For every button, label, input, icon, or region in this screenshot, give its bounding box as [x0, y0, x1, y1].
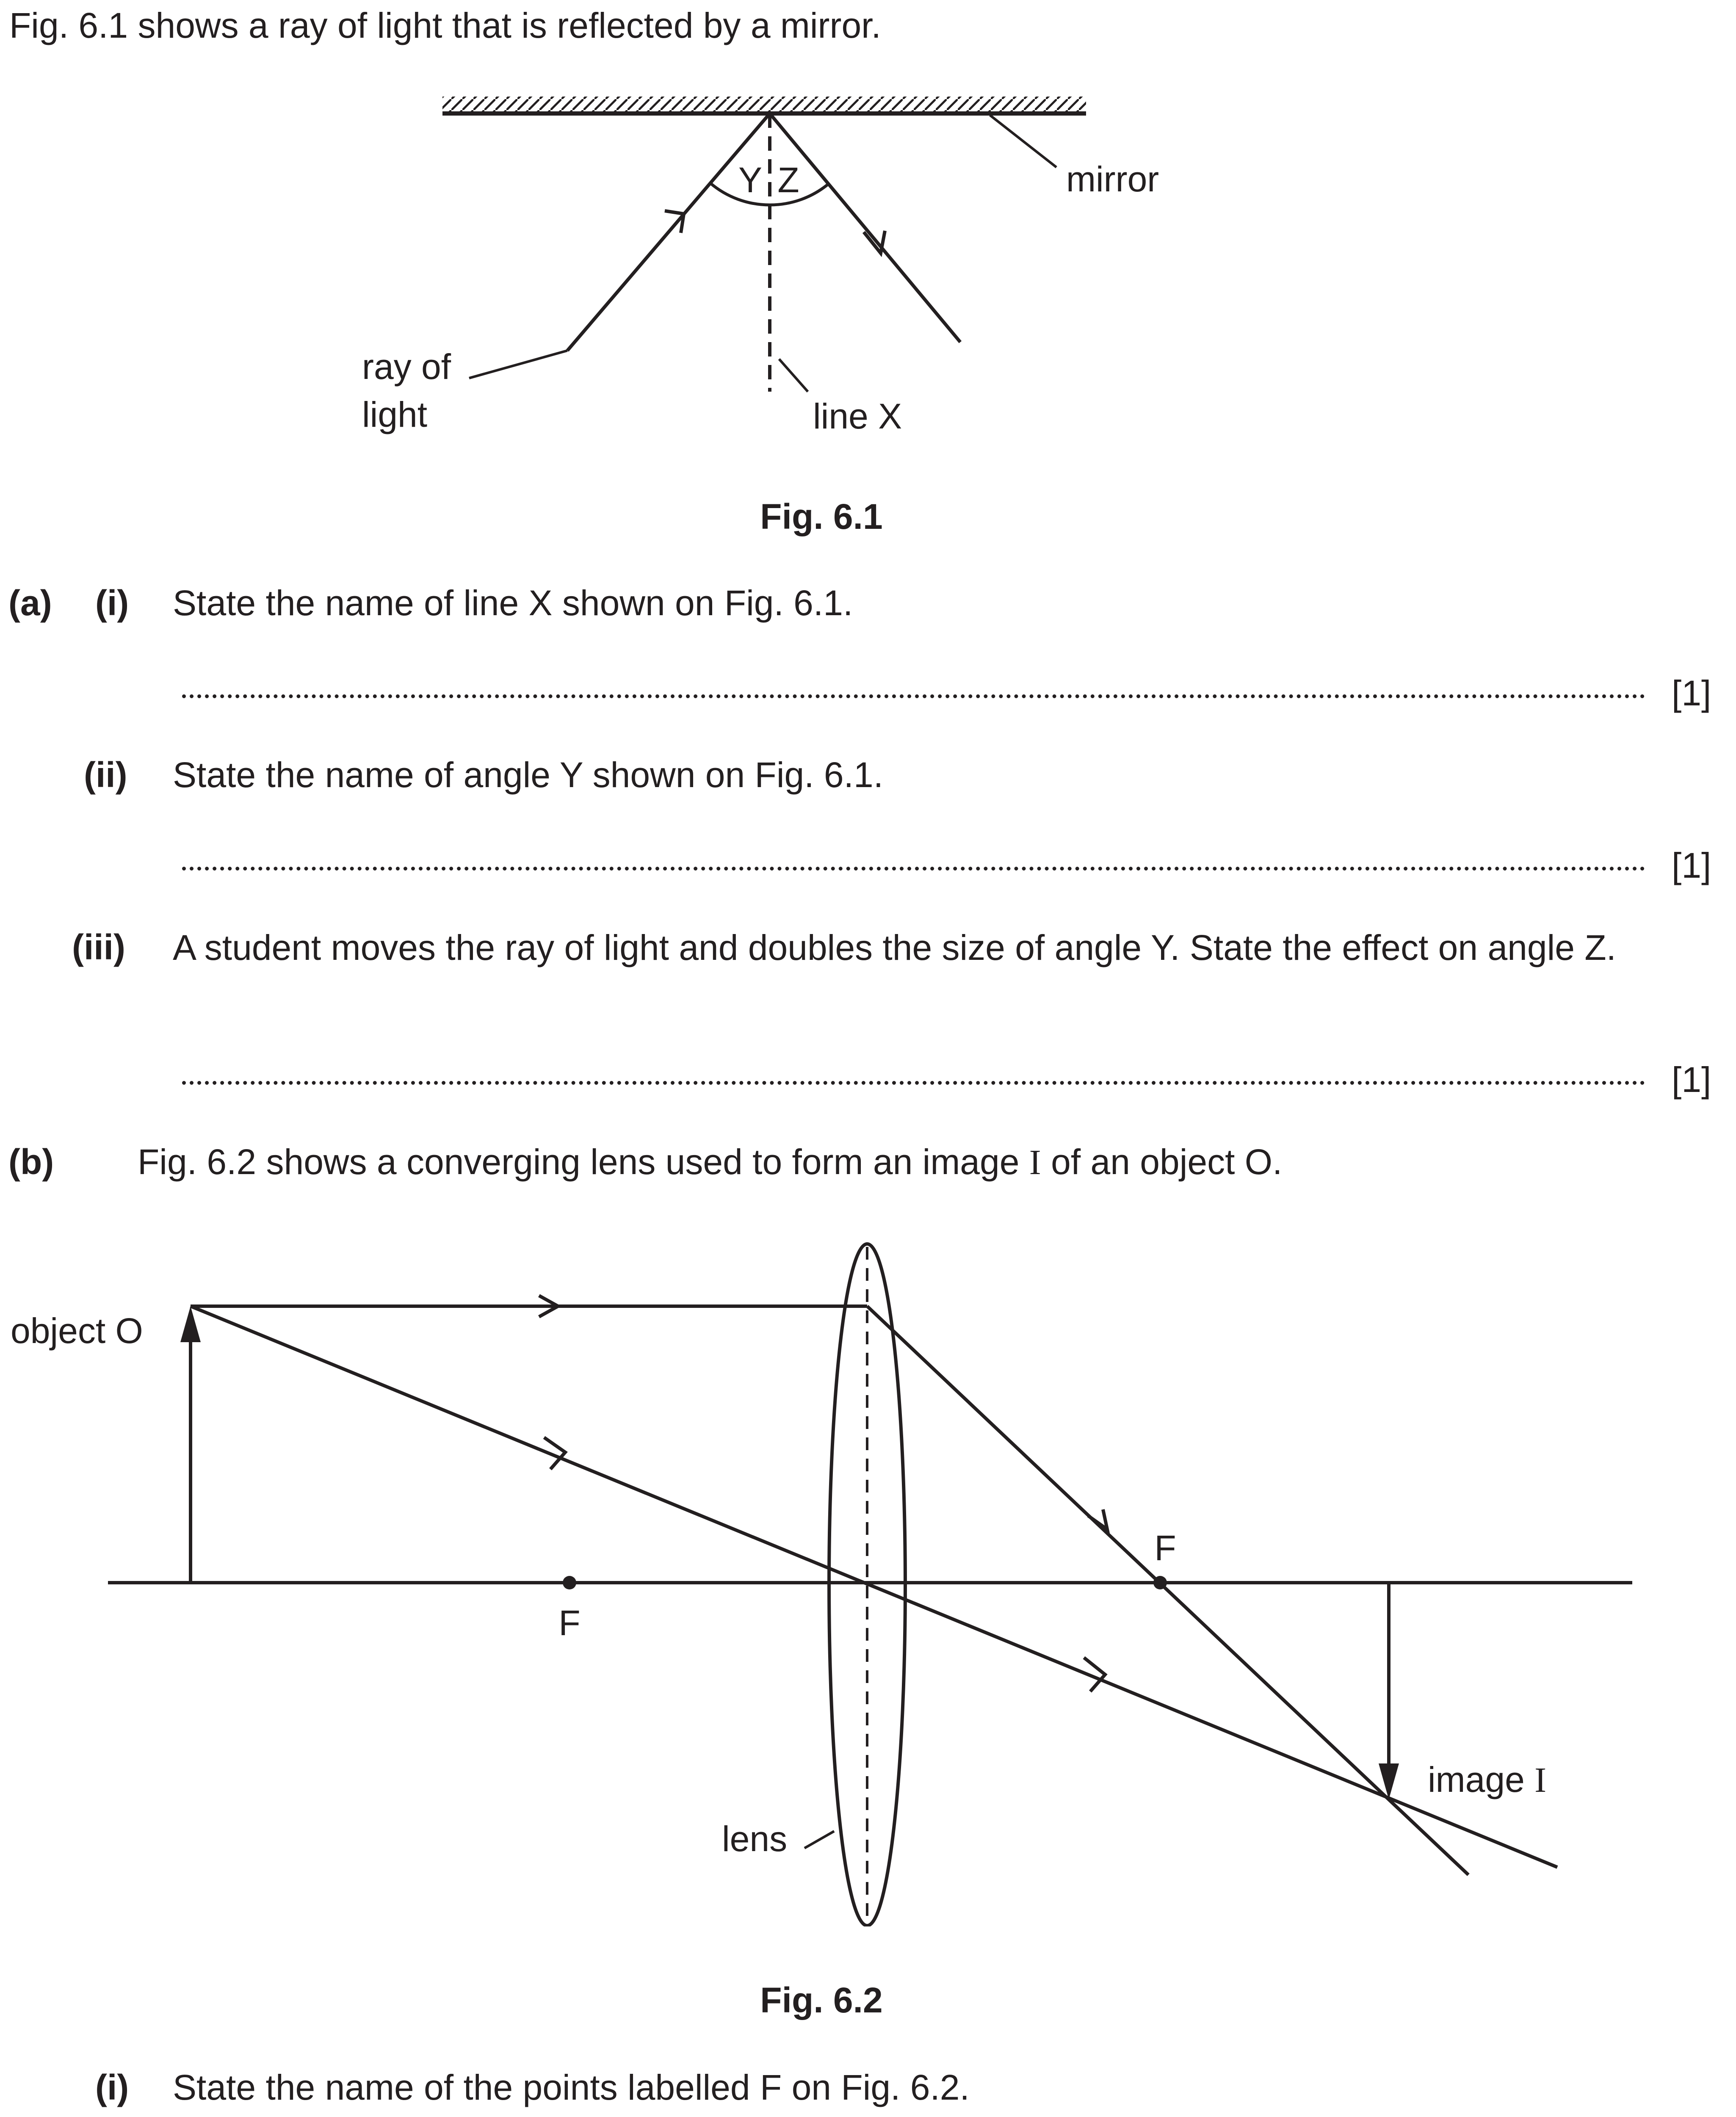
- refracted-ray: [867, 1306, 1468, 1875]
- question-a-ii-text: State the name of angle Y shown on Fig. 6.1.: [173, 755, 884, 795]
- question-a-iii-text: A student moves the ray of light and doubles the size of angle Y. State the effect on angle Z.: [173, 928, 1616, 967]
- question-b-i-text: State the name of the points labelled F on Fig. 6.2.: [173, 2067, 970, 2107]
- focal-point-right: [1153, 1576, 1167, 1589]
- ray-leader: [469, 351, 567, 378]
- part-a-label: (a): [8, 583, 52, 623]
- marks-a-i: [1]: [1672, 673, 1711, 713]
- mirror-label: mirror: [1066, 159, 1159, 199]
- focus-right-label: F: [1154, 1528, 1176, 1568]
- reflected-ray: [770, 113, 960, 342]
- part-b-intro-start: Fig. 6.2 shows a converging lens used to form an image: [138, 1142, 1029, 1182]
- fig-6-1-caption: Fig. 6.1: [760, 497, 883, 536]
- lens-label: lens: [722, 1819, 788, 1859]
- fig-6-2-diagram: [0, 1207, 1736, 1926]
- question-a-ii-number: (ii): [84, 755, 127, 795]
- incident-ray: [567, 113, 770, 351]
- answer-line-a-iii[interactable]: [182, 1081, 1645, 1085]
- lens-leader: [804, 1831, 834, 1848]
- central-ray: [191, 1306, 1557, 1867]
- reflected-ray-arrow: [864, 231, 885, 253]
- answer-line-a-ii[interactable]: [182, 867, 1645, 871]
- line-x-leader: [779, 359, 808, 392]
- answer-line-a-i[interactable]: [182, 694, 1645, 698]
- question-b-i-number: (i): [95, 2067, 129, 2107]
- fig-6-2-caption: Fig. 6.2: [760, 1980, 883, 2020]
- image-label: [1428, 1760, 1546, 1800]
- marks-a-ii: [1]: [1672, 846, 1711, 885]
- focus-left-label: F: [558, 1603, 581, 1643]
- part-b-intro-end: of an object O.: [1041, 1142, 1283, 1182]
- mirror-hatching: [442, 97, 1086, 112]
- angle-z-label: Z: [777, 160, 799, 200]
- object-label: object O: [11, 1311, 143, 1351]
- line-x-label: line X: [813, 396, 902, 436]
- question-a-iii-number: (iii): [72, 927, 125, 967]
- angle-y-label: Y: [738, 160, 763, 200]
- image-label-symbol: I: [1534, 1760, 1547, 1800]
- ray-of-light-label-2: light: [362, 395, 428, 434]
- image-symbol-i: I: [1029, 1143, 1041, 1182]
- focal-point-left: [563, 1576, 576, 1589]
- part-b-intro: [138, 1144, 1282, 1180]
- question-a-i-text: State the name of line X shown on Fig. 6.1.: [173, 583, 853, 623]
- intro-text: Fig. 6.1 shows a ray of light that is reflected by a mirror.: [9, 6, 881, 45]
- mirror-leader: [990, 115, 1056, 167]
- question-a-i-number: (i): [95, 583, 129, 623]
- fig-6-1-diagram: [0, 0, 1736, 550]
- object-arrow-head: [180, 1306, 201, 1342]
- part-b-label: (b): [8, 1142, 54, 1182]
- marks-a-iii: [1]: [1672, 1060, 1711, 1100]
- image-label-word: image: [1428, 1760, 1535, 1799]
- incident-ray-arrow: [665, 211, 684, 233]
- ray-of-light-label-1: ray of: [362, 347, 451, 387]
